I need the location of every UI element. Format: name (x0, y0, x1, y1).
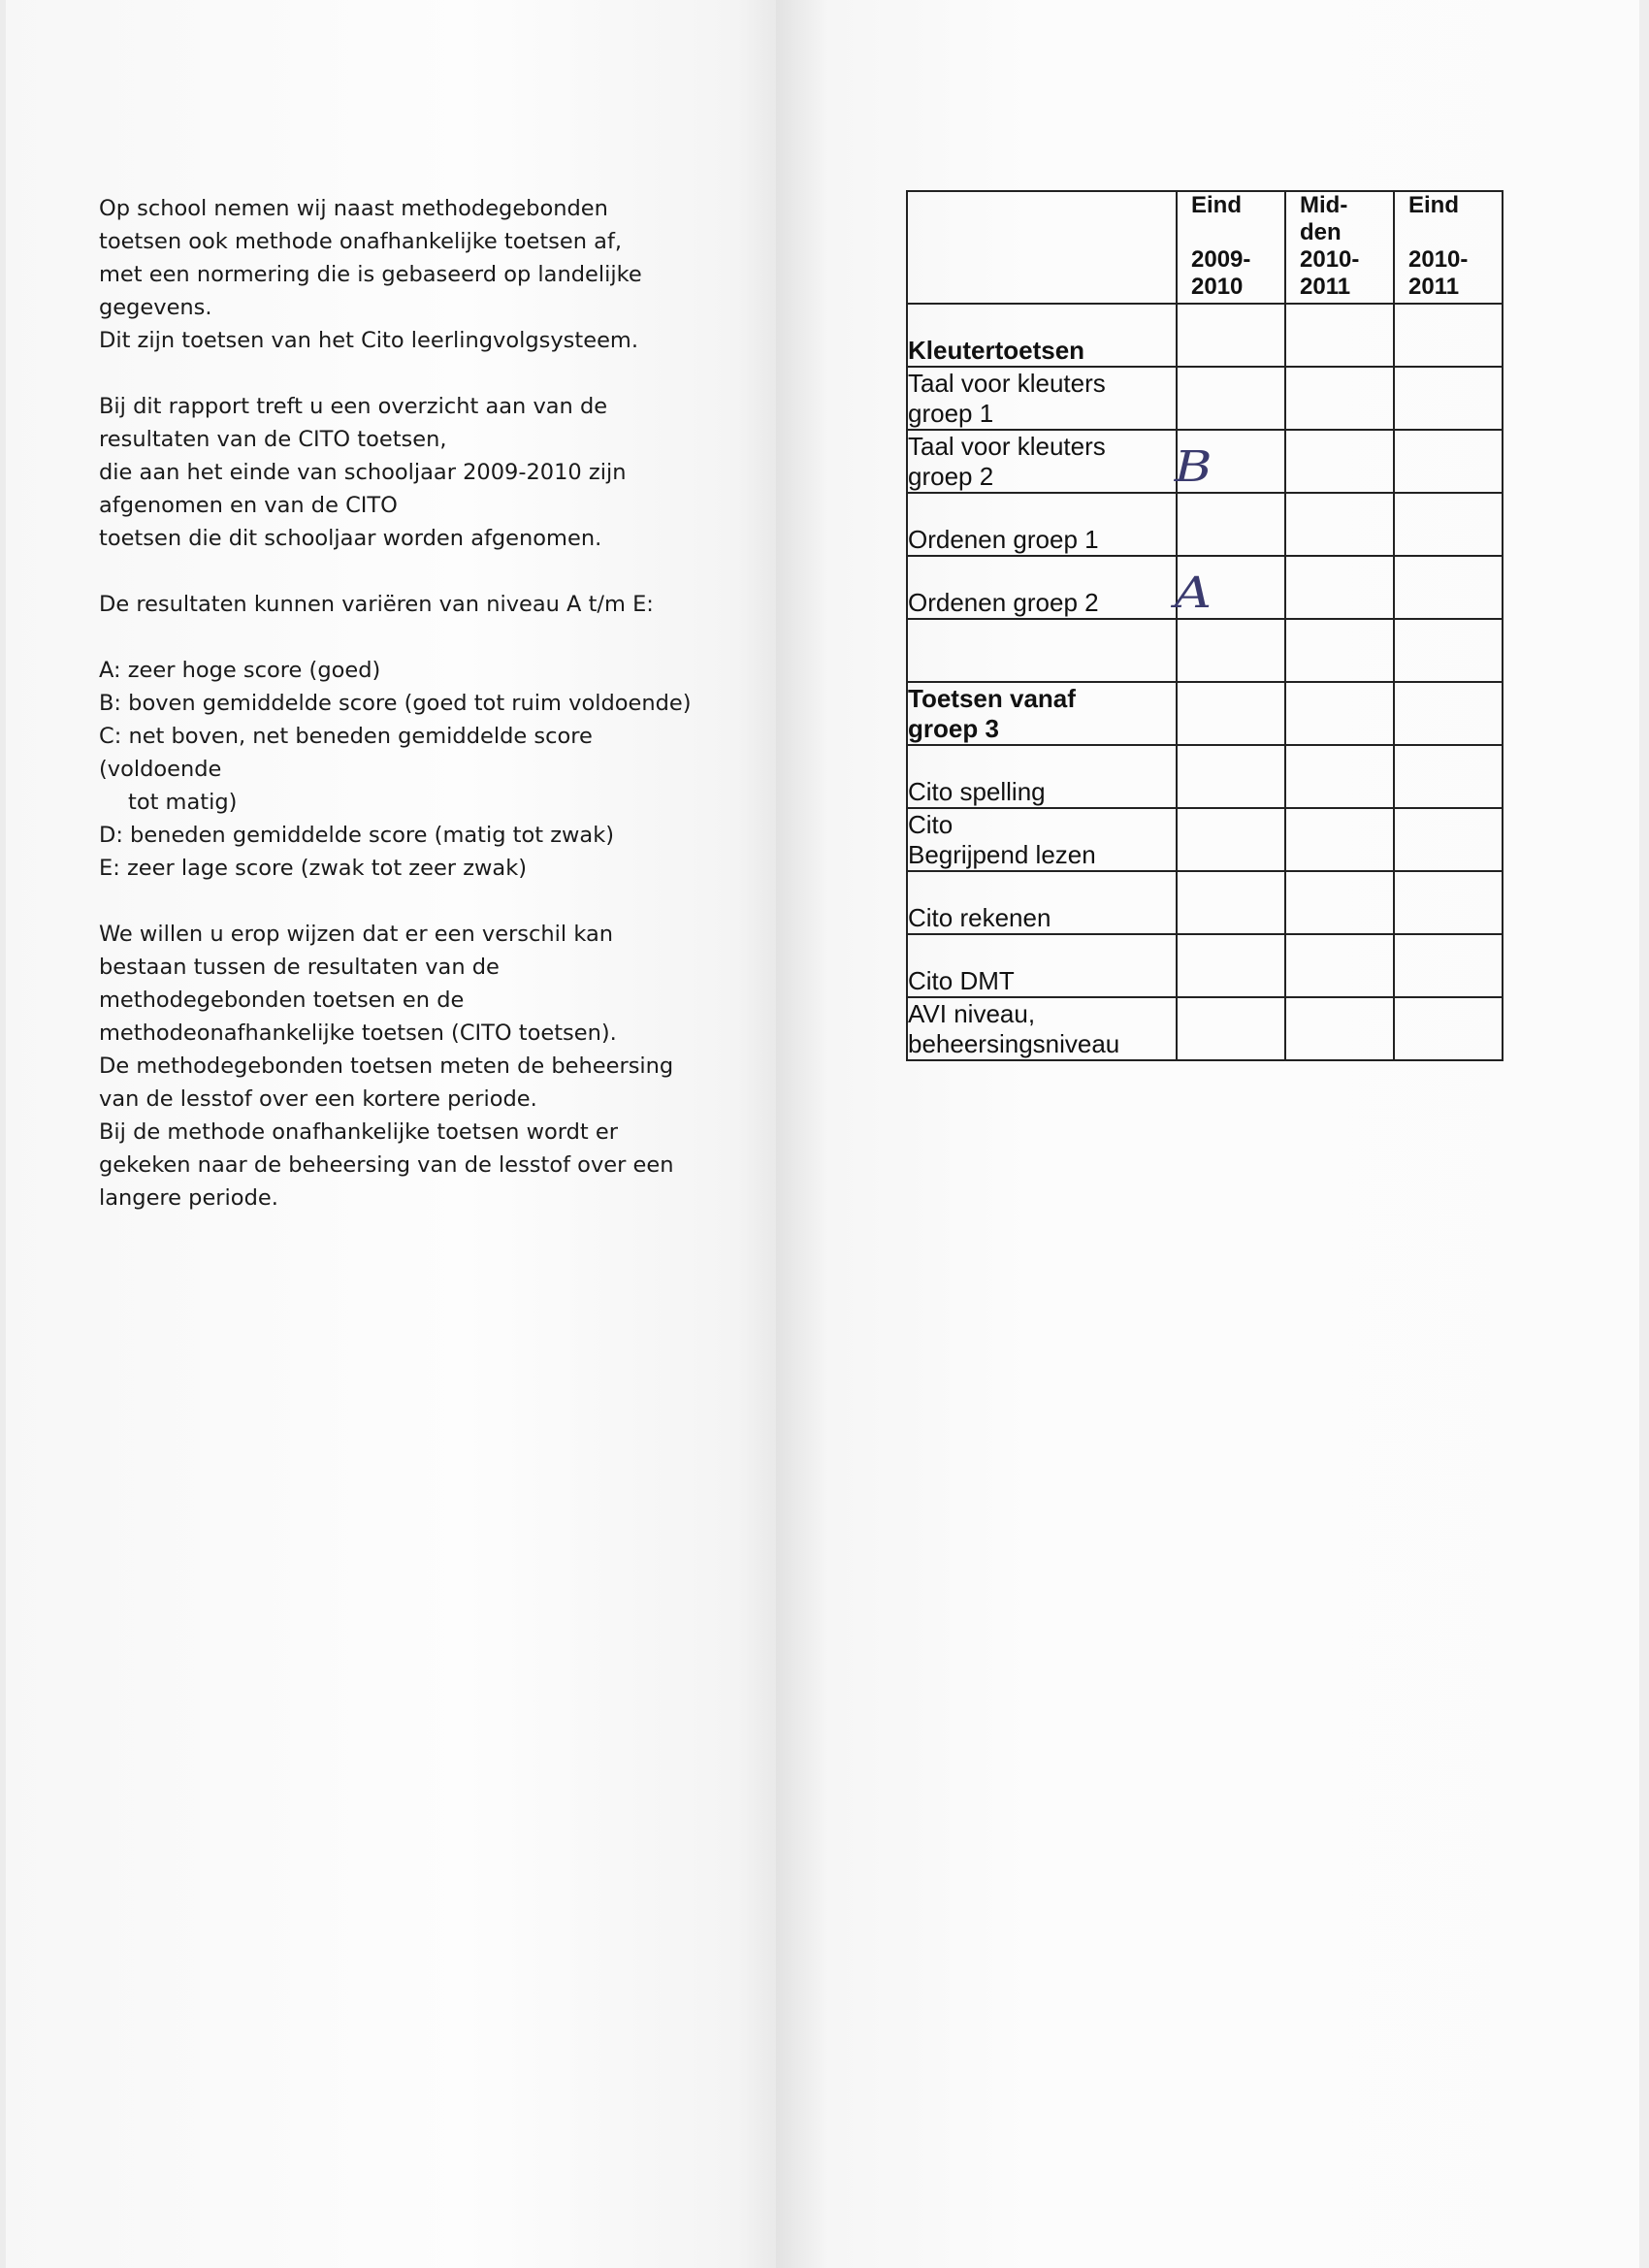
row-label-line: Cito spelling (908, 777, 1046, 806)
score-cell-midden-2010-2011 (1285, 430, 1394, 493)
score-cell-eind-2010-2011 (1394, 682, 1503, 745)
text-line: Bij de methode onafhankelijke toetsen wordt er (99, 1119, 618, 1145)
score-cell-midden-2010-2011 (1285, 556, 1394, 619)
score-cell-eind-2009-2010 (1177, 871, 1285, 934)
table-row (907, 934, 1503, 997)
score-cell-eind-2010-2011 (1394, 304, 1503, 367)
row-label (907, 871, 1177, 934)
score-cell-eind-2010-2011 (1394, 745, 1503, 808)
score-cell-eind-2010-2011 (1394, 619, 1503, 682)
header-empty (907, 191, 1177, 304)
header-eind-2009-2010 (1177, 191, 1285, 304)
score-cell-eind-2009-2010 (1177, 808, 1285, 871)
score-cell-eind-2010-2011 (1394, 430, 1503, 493)
score-cell-midden-2010-2011 (1285, 493, 1394, 556)
score-cell-eind-2010-2011 (1394, 556, 1503, 619)
row-label-line: Cito (908, 810, 954, 839)
score-cell-eind-2009-2010 (1177, 745, 1285, 808)
text-line: toetsen die dit schooljaar worden afgenomen. (99, 526, 602, 551)
row-label (907, 745, 1177, 808)
row-label-line: Begrijpend lezen (908, 840, 1096, 869)
table-row (907, 493, 1503, 556)
header-line (1408, 219, 1502, 246)
row-label-line: beheersingsniveau (908, 1029, 1120, 1058)
explanation-text (99, 192, 720, 1247)
header-line: 2011 (1408, 274, 1460, 300)
table-row (907, 619, 1503, 682)
score-cell-midden-2010-2011 (1285, 619, 1394, 682)
text-line: De resultaten kunnen variëren van niveau A t/m E: (99, 592, 654, 617)
row-label-line: Toetsen vanaf (908, 684, 1076, 713)
row-label (907, 682, 1177, 745)
text-line: methodegebonden toetsen en de (99, 988, 465, 1013)
table-row (907, 556, 1503, 619)
paragraph-levels (99, 654, 720, 885)
score-cell-midden-2010-2011 (1285, 367, 1394, 430)
row-label (907, 997, 1177, 1060)
score-cell-midden-2010-2011 (1285, 304, 1394, 367)
table-body (907, 304, 1503, 1060)
text-line: De methodegebonden toetsen meten de beheersing (99, 1053, 674, 1079)
row-label (907, 934, 1177, 997)
score-cell-eind-2009-2010 (1177, 619, 1285, 682)
row-label-line: Taal voor kleuters (908, 369, 1106, 398)
level-b: B: boven gemiddelde score (goed tot ruim voldoende) (99, 691, 692, 716)
score-cell-midden-2010-2011 (1285, 871, 1394, 934)
paragraph-overview (99, 390, 720, 555)
score-cell-eind-2009-2010 (1177, 682, 1285, 745)
row-label (907, 367, 1177, 430)
score-cell-midden-2010-2011 (1285, 682, 1394, 745)
row-label-line: groep 2 (908, 462, 994, 491)
score-cell-eind-2010-2011 (1394, 367, 1503, 430)
score-cell-midden-2010-2011 (1285, 745, 1394, 808)
table-row (907, 682, 1503, 745)
text-line: Op school nemen wij naast methodegebonden (99, 196, 608, 221)
header-line (1191, 219, 1284, 246)
text-line: die aan het einde van schooljaar 2009-2010 zijn (99, 460, 627, 485)
header-line: den (1300, 219, 1342, 245)
handwritten-score: B (1174, 442, 1212, 492)
table-row (907, 304, 1503, 367)
score-cell-midden-2010-2011 (1285, 808, 1394, 871)
text-line: Dit zijn toetsen van het Cito leerlingvolgsysteem. (99, 328, 638, 353)
score-cell-eind-2009-2010 (1174, 556, 1285, 619)
score-cell-eind-2010-2011 (1394, 808, 1503, 871)
row-label-line: AVI niveau, (908, 999, 1036, 1028)
text-line: Bij dit rapport treft u een overzicht aan van de (99, 394, 608, 419)
score-cell-eind-2009-2010 (1177, 997, 1285, 1060)
page-edge (0, 0, 6, 2268)
row-label-line: Taal voor kleuters (908, 432, 1106, 461)
score-cell-eind-2010-2011 (1394, 871, 1503, 934)
table-row (907, 430, 1503, 493)
score-cell-midden-2010-2011 (1285, 934, 1394, 997)
row-label-line: Ordenen groep 1 (908, 525, 1099, 554)
row-label-line: groep 3 (908, 714, 999, 743)
table-row (907, 808, 1503, 871)
row-label-line: Kleutertoetsen (908, 336, 1085, 365)
score-cell-eind-2010-2011 (1394, 997, 1503, 1060)
score-cell-eind-2009-2010 (1177, 934, 1285, 997)
header-line: 2011 (1300, 274, 1351, 300)
table-header-row (907, 191, 1503, 304)
score-cell-eind-2009-2010 (1177, 304, 1285, 367)
paragraph-difference (99, 918, 720, 1215)
level-c-cont: (voldoende (99, 757, 222, 782)
paragraph-intro (99, 192, 720, 357)
level-d: D: beneden gemiddelde score (matig tot zwak) (99, 823, 615, 848)
table-row (907, 871, 1503, 934)
row-label (907, 493, 1177, 556)
score-cell-eind-2009-2010 (1174, 430, 1285, 493)
header-line: 2009- (1191, 246, 1251, 273)
header-eind-2010-2011 (1394, 191, 1503, 304)
row-label-line: Cito DMT (908, 966, 1015, 995)
level-c: C: net boven, net beneden gemiddelde score (99, 724, 593, 749)
header-line: Mid- (1300, 192, 1348, 218)
header-line: 2010- (1408, 246, 1469, 273)
row-label-line: groep 1 (908, 399, 994, 428)
header-line: 2010- (1300, 246, 1360, 273)
header-line: Eind (1408, 192, 1459, 218)
row-label (907, 808, 1177, 871)
header-line: 2010 (1191, 274, 1244, 300)
text-line: met een normering die is gebaseerd op landelijke (99, 262, 642, 287)
text-line: bestaan tussen de resultaten van de (99, 955, 500, 980)
header-midden-2010-2011 (1285, 191, 1394, 304)
row-label (907, 556, 1177, 619)
level-c-cont: tot matig) (128, 790, 238, 815)
text-line: afgenomen en van de CITO (99, 493, 398, 518)
row-label (907, 430, 1177, 493)
row-label-line: Cito rekenen (908, 903, 1051, 932)
row-label-line: Ordenen groep 2 (908, 588, 1099, 617)
table-row (907, 997, 1503, 1060)
score-cell-midden-2010-2011 (1285, 997, 1394, 1060)
table-row (907, 745, 1503, 808)
text-line: langere periode. (99, 1185, 278, 1211)
paragraph-levels-intro (99, 588, 720, 621)
row-label (907, 304, 1177, 367)
table-row (907, 367, 1503, 430)
score-cell-eind-2010-2011 (1394, 934, 1503, 997)
handwritten-score: A (1174, 568, 1212, 618)
score-cell-eind-2009-2010 (1177, 367, 1285, 430)
row-label (907, 619, 1177, 682)
text-line: gegevens. (99, 295, 212, 320)
text-line: resultaten van de CITO toetsen, (99, 427, 447, 452)
text-line: We willen u erop wijzen dat er een verschil kan (99, 922, 614, 947)
score-cell-eind-2009-2010 (1177, 493, 1285, 556)
text-line: toetsen ook methode onafhankelijke toetsen af, (99, 229, 623, 254)
text-line: gekeken naar de beheersing van de lesstof over een (99, 1152, 674, 1178)
cito-results-table (906, 190, 1504, 1061)
level-a: A: zeer hoge score (goed) (99, 658, 381, 683)
score-cell-eind-2010-2011 (1394, 493, 1503, 556)
text-line: methodeonafhankelijke toetsen (CITO toetsen). (99, 1021, 617, 1046)
header-line: Eind (1191, 192, 1242, 218)
text-line: van de lesstof over een kortere periode. (99, 1086, 537, 1112)
page-edge (1639, 0, 1649, 2268)
level-e: E: zeer lage score (zwak tot zeer zwak) (99, 856, 528, 881)
